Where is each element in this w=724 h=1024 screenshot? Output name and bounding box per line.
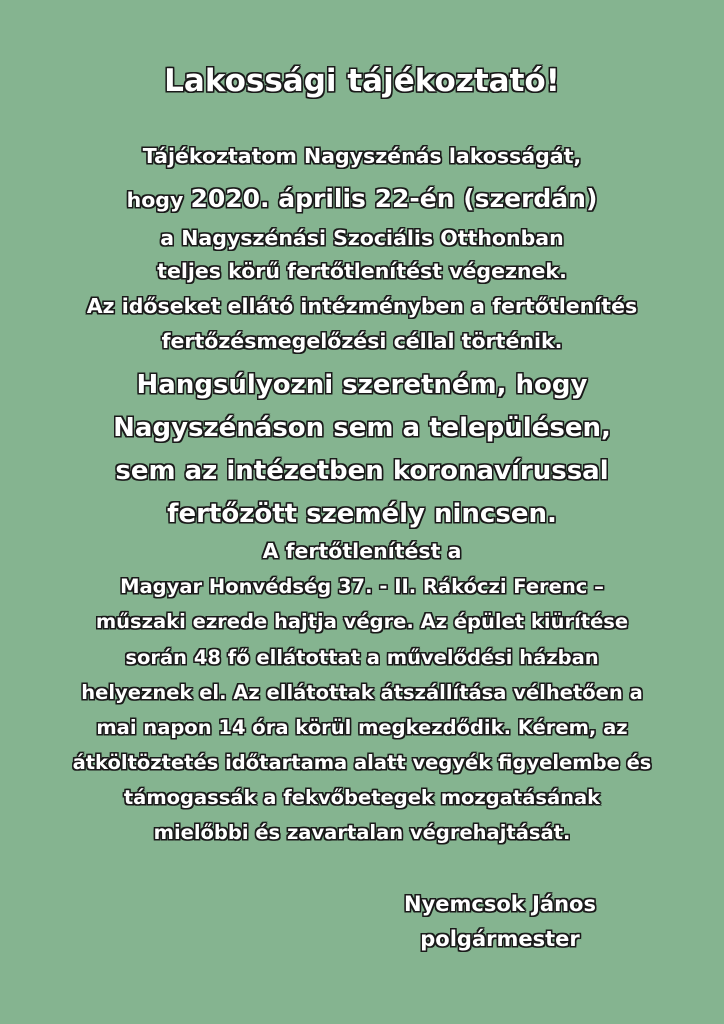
emphasis-line-1: Hangsúlyozni szeretném, hogy xyxy=(136,370,588,400)
intro-line-4: teljes körű fertőtlenítést végeznek. xyxy=(157,259,567,283)
details-line-4: során 48 fő ellátottat a művelődési házban xyxy=(125,646,599,669)
details-line-3: műszaki ezrede hajtja végre. Az épület kiürítése xyxy=(95,610,629,633)
details-line-5: helyeznek el. Az ellátottak átszállítása vélhetően a xyxy=(81,681,643,704)
emphasis-line-3: sem az intézetben koronavírussal xyxy=(115,456,609,486)
intro-line-3: a Nagyszénási Szociális Otthonban xyxy=(160,226,564,250)
signature-name: Nyemcsok János xyxy=(404,892,596,916)
notice-title: Lakossági tájékoztató! xyxy=(164,63,560,99)
intro-line-1: Tájékoztatom Nagyszénás lakosságát, xyxy=(142,144,582,168)
event-date: 2020. április 22-én (szerdán) xyxy=(190,184,598,213)
intro-line-2 xyxy=(0,186,724,211)
emphasis-line-4: fertőzött személy nincsen. xyxy=(167,499,557,529)
intro-line-2-prefix: hogy xyxy=(126,188,191,212)
details-line-6: mai napon 14 óra körül megkezdődik. Kérem, az xyxy=(96,716,628,739)
emphasis-line-2: Nagyszénáson sem a településen, xyxy=(113,413,611,443)
details-line-1: A fertőtlenítést a xyxy=(262,539,462,563)
details-line-9: mielőbbi és zavartalan végrehajtását. xyxy=(153,821,571,844)
signature-role: polgármester xyxy=(420,927,580,951)
details-line-2: Magyar Honvédség 37. - II. Rákóczi Ferenc – xyxy=(120,575,604,598)
details-line-8: támogassák a fekvőbetegek mozgatásának xyxy=(123,786,601,809)
intro-line-5: Az időseket ellátó intézményben a fertőtlenítés xyxy=(86,294,638,318)
details-line-7: átköltöztetés időtartama alatt vegyék figyelembe és xyxy=(72,751,652,774)
intro-line-6: fertőzésmegelőzési céllal történik. xyxy=(161,329,563,353)
